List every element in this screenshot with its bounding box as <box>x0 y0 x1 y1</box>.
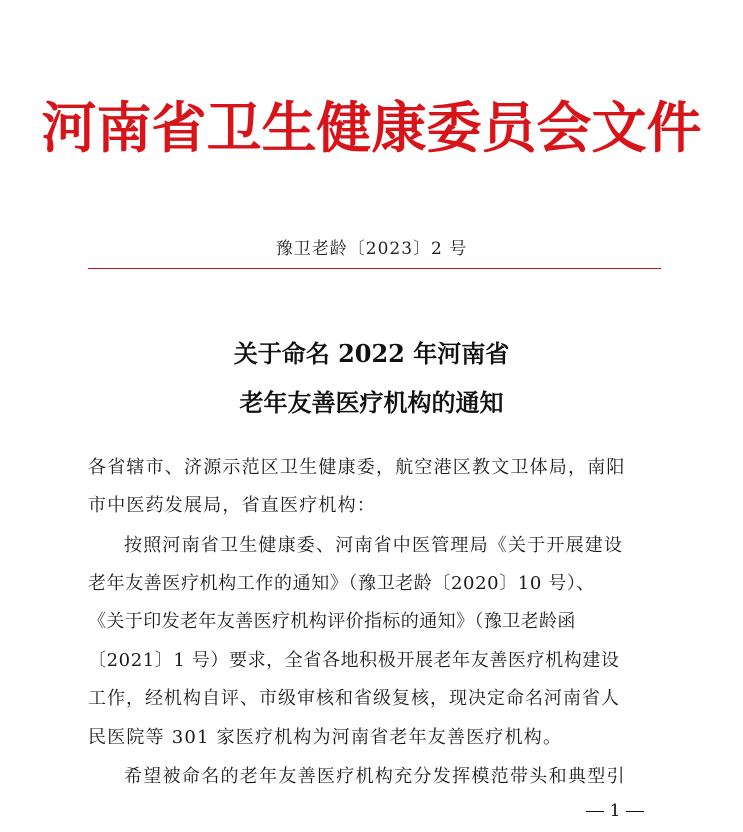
page-number-value: 1 <box>609 801 621 821</box>
masthead-title: 河南省卫生健康委员会文件 <box>41 96 702 160</box>
page-number-dash-left <box>586 811 604 812</box>
body-line-paragraph-1: 按照河南省卫生健康委、河南省中医管理局《关于开展建设 <box>124 535 624 556</box>
body-line-paragraph-4: 〔2021〕1 号）要求，全省各地积极开展老年友善医疗机构建设 <box>88 650 620 671</box>
body-line-paragraph-6: 民医院等 301 家医疗机构为河南省老年友善医疗机构。 <box>88 727 563 748</box>
red-divider-line <box>88 268 661 269</box>
document-number: 豫卫老龄〔2023〕2 号 <box>275 239 468 259</box>
body-line-recipients-1: 各省辖市、济源示范区卫生健康委，航空港区教文卫体局，南阳 <box>88 457 626 478</box>
notice-title-line-1: 关于命名 2022 年河南省 <box>233 339 510 368</box>
body-line-paragraph-2: 老年友善医疗机构工作的通知》（豫卫老龄〔2020〕10 号）、 <box>88 573 596 594</box>
page-number-dash-right <box>626 811 644 812</box>
body-line-paragraph-7: 希望被命名的老年友善医疗机构充分发挥模范带头和典型引 <box>124 766 626 787</box>
notice-title-line-2: 老年友善医疗机构的通知 <box>239 388 504 417</box>
page-number <box>560 798 670 824</box>
body-line-paragraph-3: 《关于印发老年友善医疗机构评价指标的通知》（豫卫老龄函 <box>88 611 576 632</box>
body-line-paragraph-5: 工作，经机构自评、市级审核和省级复核，现决定命名河南省人 <box>88 688 620 709</box>
body-line-recipients-2: 市中医药发展局，省直医疗机构： <box>88 495 376 516</box>
